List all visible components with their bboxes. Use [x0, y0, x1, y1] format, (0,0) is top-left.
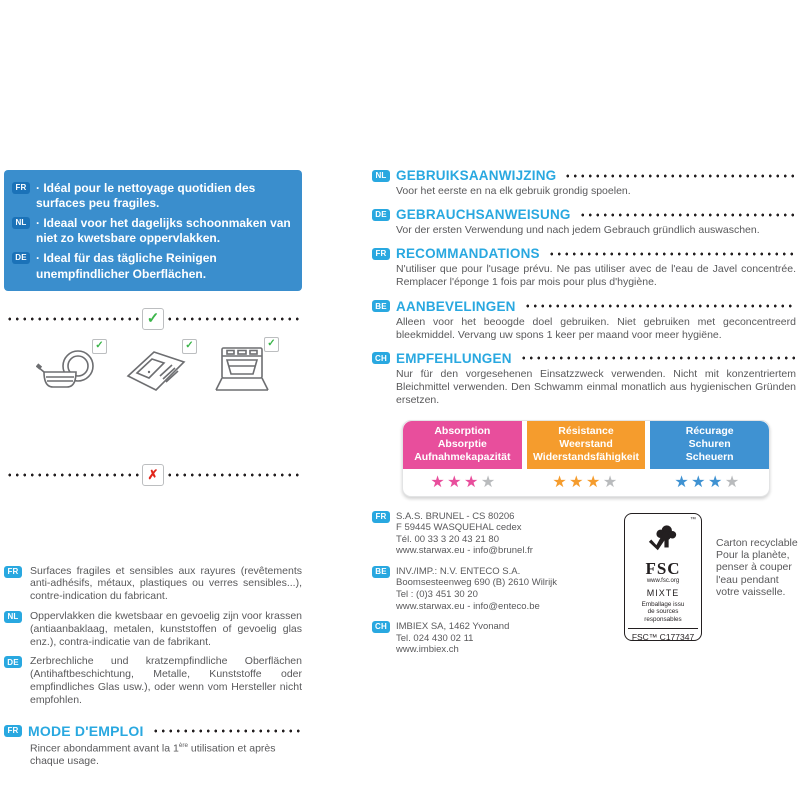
section-title: GEBRUIKSAANWIJZING — [396, 168, 557, 183]
section-title: MODE D'EMPLOI — [28, 722, 144, 739]
star-filled-icon: ★ — [691, 473, 708, 491]
recycle-note — [716, 537, 800, 599]
dotted-line — [166, 473, 300, 477]
mode-body-prefix: Rincer abondamment avant la 1 — [30, 742, 179, 755]
fsc-claim — [642, 601, 685, 625]
approved-divider-top — [6, 308, 300, 330]
star-filled-icon: ★ — [447, 473, 464, 491]
rating-header-resistance — [527, 421, 646, 468]
section-title: EMPFEHLUNGEN — [396, 350, 512, 366]
lang-badge-nl: NL — [372, 170, 390, 182]
contra-item-de — [4, 655, 302, 706]
oven-icon — [214, 338, 276, 394]
mode-emploi-heading — [4, 723, 302, 739]
address-line: IMBIEX SA, 1462 Yvonand — [396, 621, 510, 633]
approved-uses-icons — [4, 336, 302, 394]
address-line: INV./IMP.: N.V. ENTECO S.A. — [396, 565, 521, 577]
lang-badge-fr: FR — [372, 248, 390, 260]
mode-body-suffix: utilisation et après chaque usage. — [30, 742, 276, 768]
rating-label: Récurage — [685, 425, 734, 438]
address-line: www.starwax.eu - info@brunel.fr — [396, 545, 533, 557]
fsc-claim-line: responsables — [644, 616, 682, 624]
address-line: S.A.S. BRUNEL - CS 80206 — [396, 510, 515, 522]
dotted-line — [6, 317, 140, 321]
rating-stars-resistance — [525, 469, 647, 496]
star-filled-icon: ★ — [464, 473, 481, 491]
lang-badge-nl: NL — [12, 217, 30, 229]
sink-icon — [124, 340, 194, 394]
ideal-item-fr — [12, 181, 292, 211]
ideal-text-de: · Ideal für das tägliche Reinigen unempfindlicher Oberflächen. — [36, 251, 217, 281]
fsc-grade: MIXTE — [646, 587, 680, 598]
lang-badge-ch: CH — [372, 621, 390, 633]
contra-item-nl — [4, 610, 302, 648]
ideal-text-nl: · Ideaal voor het dagelijks schoonmaken van niet zo kwetsbare oppervlakken. — [36, 216, 291, 246]
check-badge-icon: ✓ — [182, 339, 197, 354]
ideal-item-de — [12, 251, 292, 281]
rating-header-recurage — [650, 421, 769, 468]
rating-label: Aufnahmekapazität — [414, 451, 511, 464]
check-badge-icon: ✓ — [264, 337, 279, 352]
rating-label: Scheuern — [685, 451, 734, 464]
ideal-item-nl — [12, 216, 292, 246]
bottom-block — [372, 511, 796, 661]
check-badge-icon: ✓ — [142, 308, 164, 330]
dotted-leader — [548, 252, 796, 256]
ideal-text-fr: · Idéal pour le nettoyage quotidien des surfaces peu fragiles. — [36, 181, 256, 211]
rating-stars-absorption — [403, 469, 525, 496]
lang-badge-be: BE — [372, 566, 390, 578]
lang-badge-ch: CH — [372, 352, 390, 364]
contraindications — [4, 565, 302, 707]
address-line: Tel : (0)3 451 30 20 — [396, 588, 478, 600]
recycle-note-line2: Pour la planète, penser à couper l'eau pendant votre vaisselle. — [716, 548, 792, 598]
rating-header-absorption — [403, 421, 522, 468]
address-line: Tél. 00 33 3 20 43 21 80 — [396, 533, 499, 545]
ratings-table — [402, 420, 770, 496]
dishes-icon — [36, 340, 104, 394]
section-aanbevelingen — [372, 299, 796, 342]
address-line: www.starwax.eu - info@enteco.be — [396, 600, 540, 612]
lang-badge-fr: FR — [372, 511, 390, 523]
section-title: GEBRAUCHSANWEISUNG — [396, 207, 571, 223]
mode-emploi-body — [30, 742, 302, 769]
section-gebrauchsanweisung — [372, 207, 796, 237]
cross-badge-icon: ✗ — [142, 464, 164, 486]
rating-label: Widerstandsfähigkeit — [532, 451, 640, 464]
mode-emploi-section — [4, 723, 302, 769]
address-line: Boomsesteenweg 690 (B) 2610 Wilrijk — [396, 577, 558, 589]
contra-text-de: Zerbrechliche und kratzempfindliche Oberflächen (Antihaftbeschichtung, Metalle, Kunststoffe oder empfindliches Glas usw.), oder wenn vom Hersteller nicht empfohlen. — [30, 655, 302, 706]
section-recommandations — [372, 246, 796, 289]
lang-badge-de: DE — [372, 209, 390, 221]
dotted-leader — [152, 729, 302, 733]
fsc-tree-icon — [644, 523, 682, 560]
trademark-symbol: ™ — [690, 516, 696, 523]
star-filled-icon: ★ — [569, 473, 586, 491]
dotted-leader — [579, 213, 796, 217]
lang-badge-be: BE — [372, 300, 390, 312]
rating-label: Schuren — [688, 438, 731, 451]
mode-body-sup: ère — [178, 741, 188, 749]
fsc-divider — [628, 628, 698, 629]
rating-label: Résistance — [558, 425, 614, 438]
dotted-leader — [524, 304, 796, 308]
address-line: Tel. 024 430 02 11 — [396, 632, 474, 644]
dotted-leader — [520, 356, 796, 360]
lang-badge-nl: NL — [4, 611, 22, 623]
dotted-line — [6, 473, 140, 477]
lang-badge-fr: FR — [4, 725, 22, 737]
star-filled-icon: ★ — [708, 473, 725, 491]
contra-text-nl: Oppervlakken die kwetsbaar en gevoelig zijn voor krassen (antiaanbaklaag, metalen, kunststoffen of gevoelig glas enz.), contra-indicatie van de fabrikant. — [30, 610, 302, 648]
section-empfehlungen — [372, 351, 796, 407]
star-filled-icon: ★ — [430, 473, 448, 491]
star-filled-icon: ★ — [586, 473, 603, 491]
address-ch — [372, 621, 796, 656]
right-column — [372, 168, 796, 661]
section-gebruiksaanwijzing — [372, 168, 796, 198]
section-body: Vor der ersten Verwendung und nach jedem Gebrauch gründlich auswaschen. — [396, 224, 760, 237]
forbidden-divider — [6, 400, 300, 550]
section-body: Voor het eerste en na elk gebruik grondig spoelen. — [396, 185, 631, 197]
section-body: Alleen voor het beoogde doel gebruiken. Niet gebruiken met geconcentreerd bleekmiddel. Vervang uw spons 1 keer per maand voor meer hygiëne. — [396, 315, 796, 341]
fsc-license-code: FSC™ C177347 — [631, 632, 695, 643]
dotted-line — [166, 317, 300, 321]
rating-label: Absorption — [434, 425, 491, 438]
fsc-acronym: FSC — [645, 558, 681, 578]
fsc-claim-line: de sources — [647, 608, 679, 616]
fsc-certification-label — [624, 513, 702, 641]
contra-text-fr: Surfaces fragiles et sensibles aux rayures (revêtements anti-adhésifs, métaux, plastiques ou verres sensibles...), contre-indication du fabricant. — [30, 564, 302, 603]
lang-badge-fr: FR — [12, 182, 30, 194]
fsc-claim-line: Emballage issu — [641, 600, 685, 608]
left-column — [4, 170, 302, 768]
address-line: F 59445 WASQUEHAL cedex — [396, 522, 522, 534]
section-body: N'utiliser que pour l'usage prévu. Ne pas utiliser avec de l'eau de Javel concentrée. Remplacer l'éponge 1 fois par mois pour plus d'hygiène. — [396, 263, 796, 289]
dotted-leader — [564, 174, 796, 178]
check-badge-icon: ✓ — [92, 339, 107, 354]
star-empty-icon: ★ — [724, 473, 742, 491]
section-body: Nur für den vorgesehenen Einsatzzweck verwenden. Nicht mit konzentriertem Bleichmittel verwenden. Den Schwamm einmal monatlich aus hygienischen Gründen ersetzen. — [396, 367, 796, 406]
star-filled-icon: ★ — [674, 473, 692, 491]
lang-badge-fr: FR — [4, 566, 22, 578]
star-empty-icon: ★ — [602, 473, 620, 491]
ideal-uses-box — [4, 170, 302, 291]
section-title: RECOMMANDATIONS — [396, 246, 540, 262]
rating-stars-recurage — [647, 469, 769, 496]
recycle-note-line1: Carton recyclable — [716, 536, 798, 549]
lang-badge-de: DE — [4, 656, 22, 668]
section-title: AANBEVELINGEN — [396, 298, 516, 314]
star-filled-icon: ★ — [552, 473, 570, 491]
fsc-url: www.fsc.org — [646, 577, 680, 584]
rating-label: Absorptie — [437, 438, 487, 451]
star-empty-icon: ★ — [480, 473, 498, 491]
rating-label: Weerstand — [559, 438, 613, 451]
contra-item-fr — [4, 565, 302, 603]
address-line: www.imbiex.ch — [396, 644, 459, 656]
lang-badge-de: DE — [12, 252, 30, 264]
